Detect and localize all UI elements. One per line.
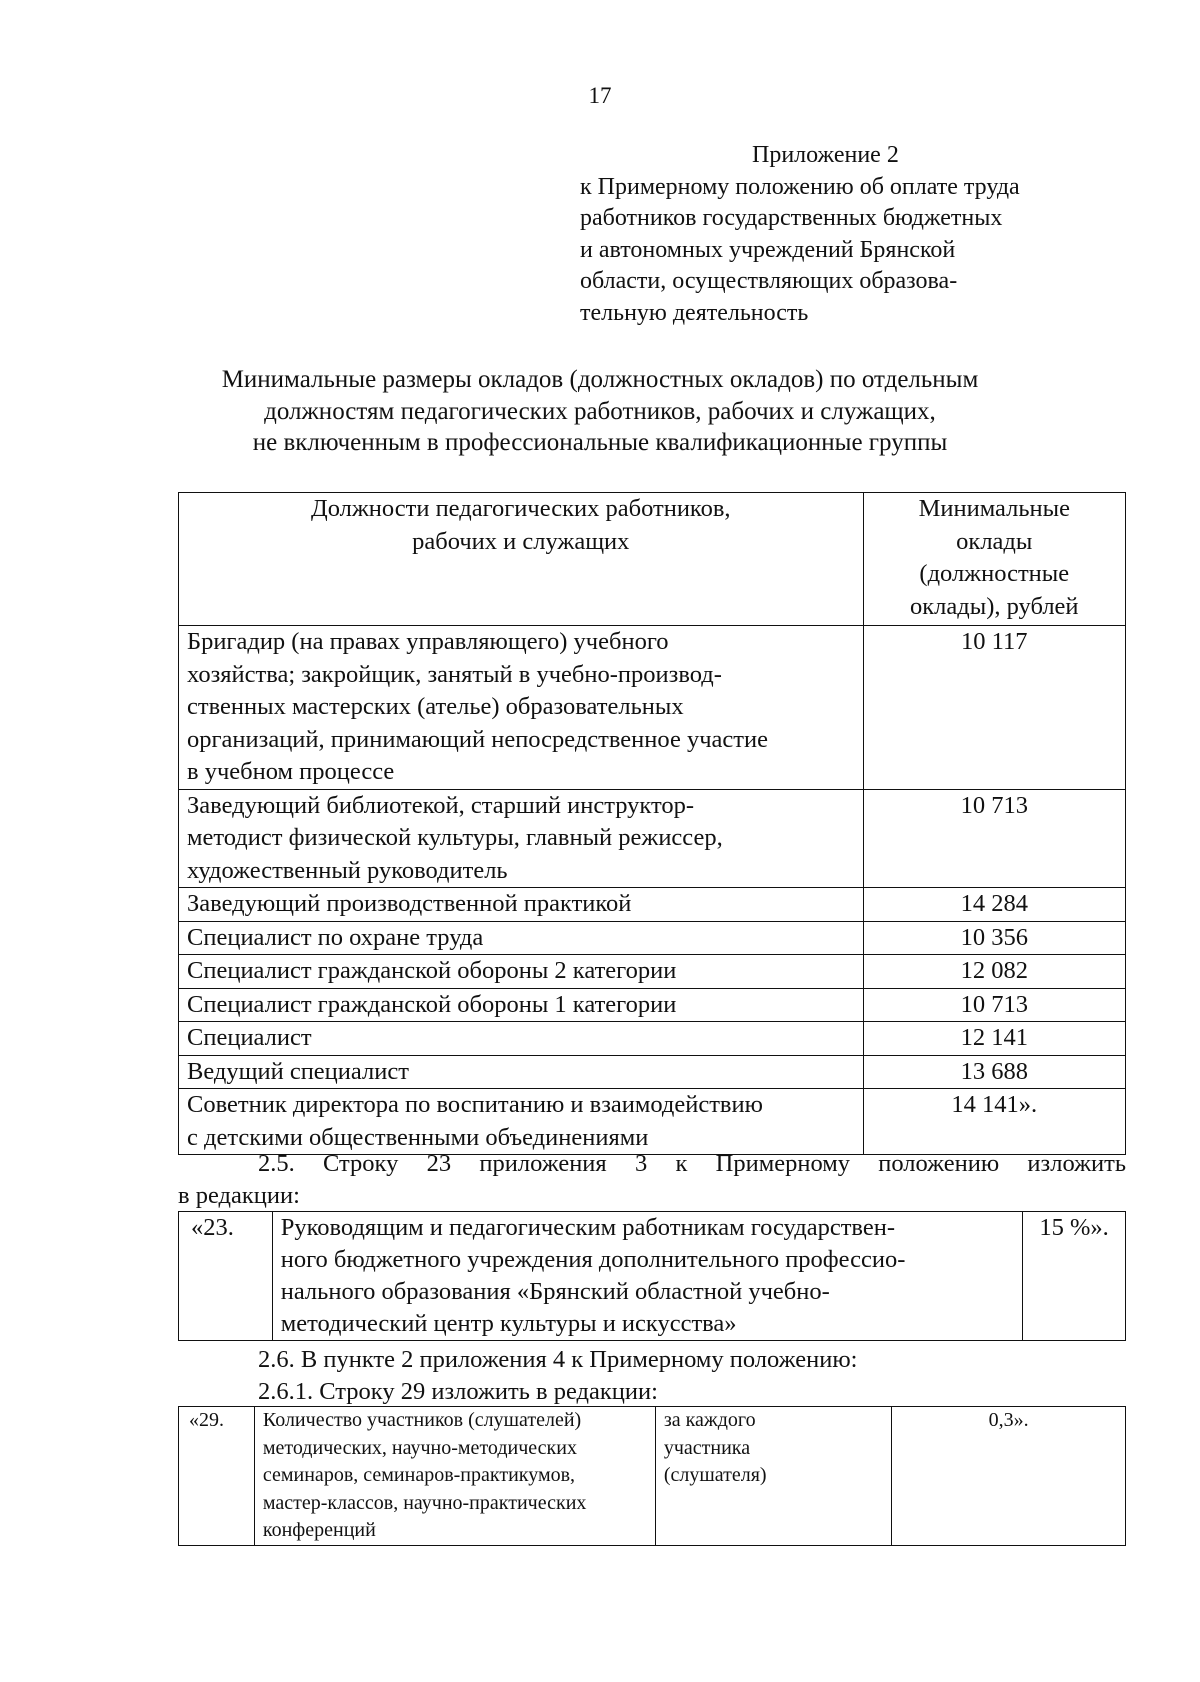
position-name: Бригадир (на правах управляющего) учебного хозяйства; закройщик, занятый в учебно-производ- ственных мастерских (ателье) образовательных организаций, принимающий непосредственное участие в учебном процессе — [179, 626, 864, 790]
table-row — [179, 1089, 1126, 1155]
table-row — [179, 888, 1126, 922]
table-row — [179, 789, 1126, 888]
table-row — [179, 626, 1126, 790]
heading-line: Минимальные размеры окладов (должностных окладов) по отдельным — [221, 366, 979, 393]
row-description: Количество участников (слушателей) методических, научно-методических семинаров, семинаров-практикумов, мастер-классов, научно-практических конференций — [254, 1407, 655, 1546]
position-name: Заведующий производственной практикой — [179, 888, 864, 922]
salary-value: 12 141 — [863, 1022, 1125, 1056]
table-header-row — [179, 493, 1126, 626]
header-position: Должности педагогических работников, рабочих и служащих — [179, 493, 864, 626]
table-row — [179, 921, 1126, 955]
appendix-title: Приложение 2 — [752, 142, 899, 168]
row-unit: за каждого участника (слушателя) — [655, 1407, 891, 1546]
header-salary: Минимальные оклады (должностные оклады), рублей — [863, 493, 1125, 626]
appendix-line: и автономных учреждений Брянской — [580, 236, 956, 263]
page-number: 17 — [588, 83, 612, 108]
row-description: Руководящим и педагогическим работникам государствен- ного бюджетного учреждения дополнительного профессио- нального образования «Брянский областной учебно- методический центр культуры и искусства» — [272, 1212, 1022, 1341]
appendix-line: тельную деятельность — [580, 299, 809, 326]
table-row — [179, 1055, 1126, 1089]
appendix-line: работников государственных бюджетных — [580, 205, 1003, 231]
paragraph-2-5: 2.5. Строку 23 приложения 3 к Примерному положению изложить — [258, 1150, 1126, 1177]
position-name: Специалист гражданской обороны 2 категории — [179, 955, 864, 989]
salary-table — [178, 492, 1126, 1155]
table-row — [179, 1212, 1126, 1341]
appendix-line: к Примерному положению об оплате труда — [580, 173, 1020, 200]
table-row — [179, 988, 1126, 1022]
salary-value: 10 713 — [863, 988, 1125, 1022]
heading-line: должностям педагогических работников, рабочих и служащих, — [264, 397, 936, 425]
table-row — [179, 1407, 1126, 1546]
paragraph-2-6: 2.6. В пункте 2 приложения 4 к Примерному положению: — [258, 1346, 858, 1373]
row-percent: 15 %». — [1023, 1212, 1126, 1341]
row-number: «29. — [179, 1407, 255, 1546]
salary-value: 10 117 — [863, 626, 1125, 790]
position-name: Советник директора по воспитанию и взаимодействию с детскими общественными объединениями — [179, 1089, 864, 1155]
document-heading — [0, 364, 1200, 459]
paragraph-2-5-continuation: в редакции: — [178, 1182, 300, 1209]
position-name: Специалист по охране труда — [179, 921, 864, 955]
salary-value: 10 356 — [863, 921, 1125, 955]
heading-line: не включенным в профессиональные квалификационные группы — [252, 429, 948, 456]
appendix3-row-table — [178, 1211, 1126, 1341]
appendix-line: области, осуществляющих образова- — [580, 268, 958, 294]
salary-value: 12 082 — [863, 955, 1125, 989]
paragraph-2-6-1: 2.6.1. Строку 29 изложить в редакции: — [258, 1378, 658, 1405]
row-value: 0,3». — [892, 1407, 1126, 1546]
position-name: Специалист гражданской обороны 1 категории — [179, 988, 864, 1022]
appendix4-row-table — [178, 1406, 1126, 1546]
row-number: «23. — [179, 1212, 273, 1341]
position-name: Заведующий библиотекой, старший инструктор- методист физической культуры, главный режиссер, художественный руководитель — [179, 789, 864, 888]
position-name: Специалист — [179, 1022, 864, 1056]
salary-value: 13 688 — [863, 1055, 1125, 1089]
table-row — [179, 1022, 1126, 1056]
salary-value: 14 284 — [863, 888, 1125, 922]
table-row — [179, 955, 1126, 989]
salary-value: 14 141». — [863, 1089, 1125, 1155]
salary-value: 10 713 — [863, 789, 1125, 888]
appendix-header — [580, 140, 1140, 329]
position-name: Ведущий специалист — [179, 1055, 864, 1089]
